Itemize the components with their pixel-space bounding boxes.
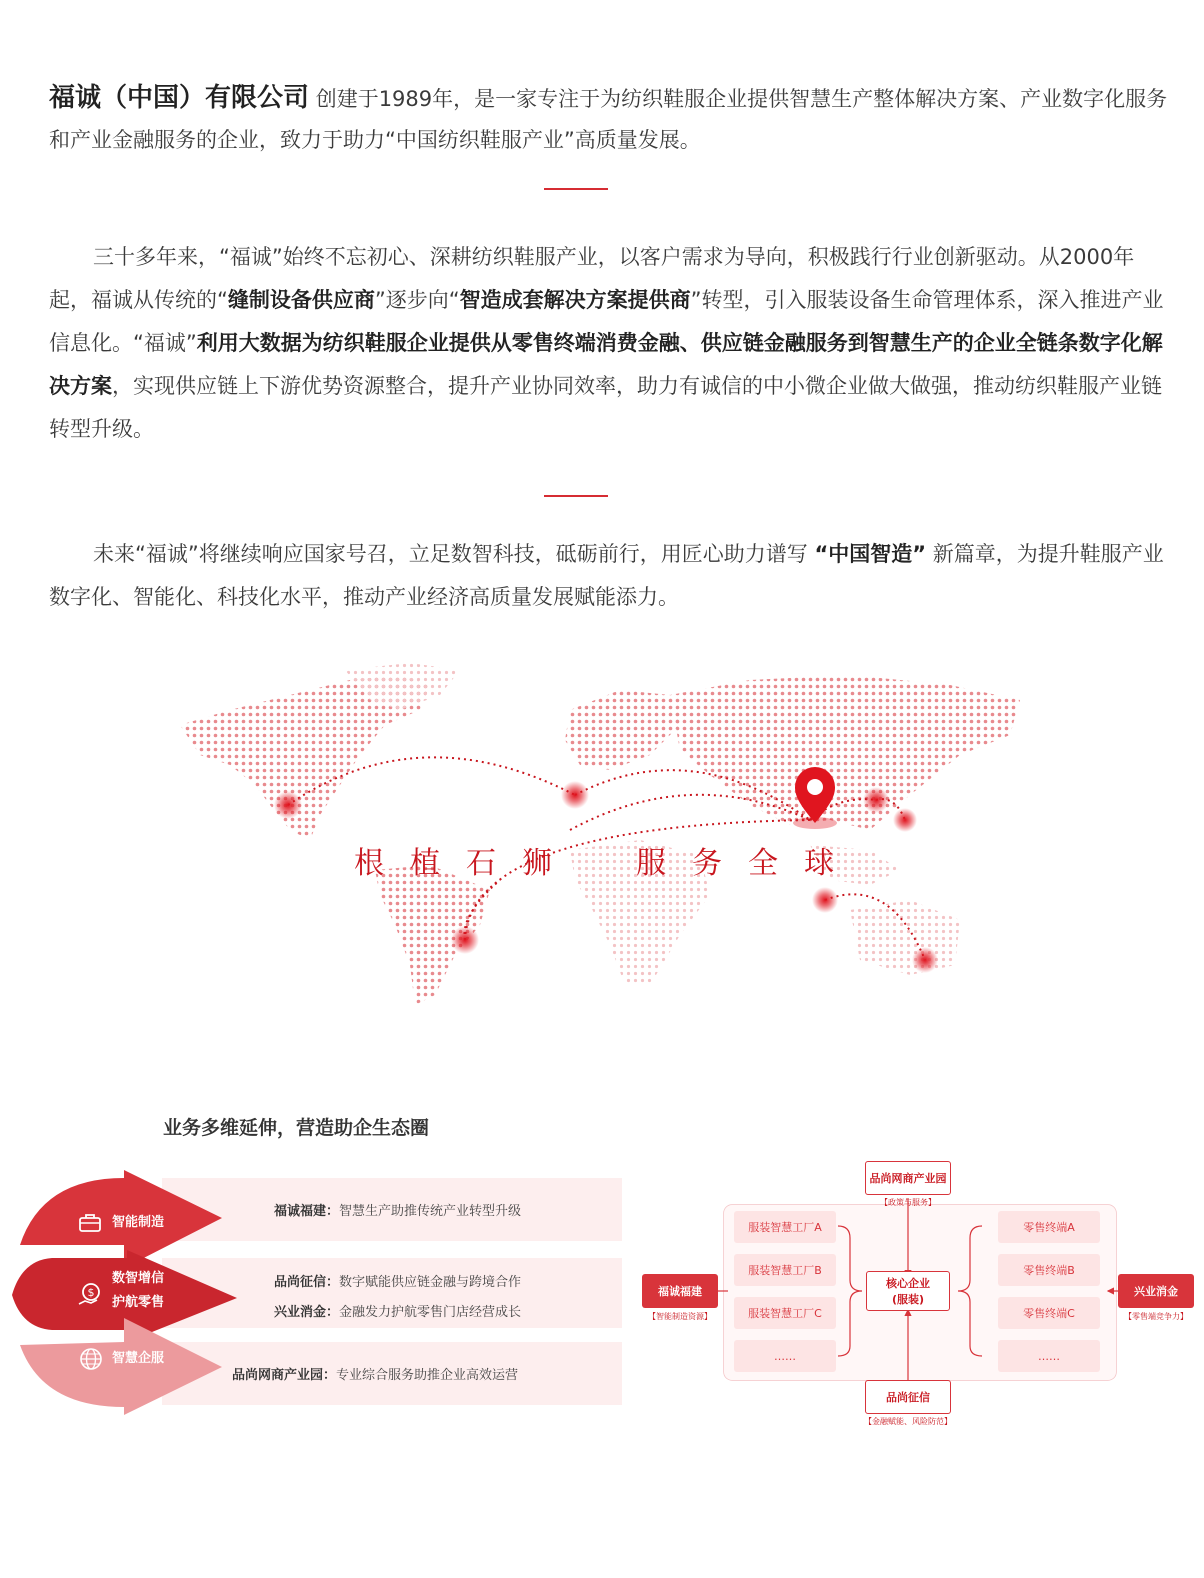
history-text-3: ”转型，引入服装设备生命管理体系，深入推进产业信息化。“福诚”: [49, 288, 1164, 355]
divider: [544, 188, 608, 190]
ecosystem-business-list: [12, 1170, 612, 1420]
factory-node: 服装智慧工厂B: [734, 1254, 836, 1286]
history-text-4: ，实现供应链上下游优势资源整合，提升产业协同效率，助力有诚信的中小微企业做大做强，推动纺织鞋服产业链转型升级。: [49, 374, 1162, 441]
future-text-1: 未来“福诚”将继续响应国家号召，立足数智科技，砥砺前行，用匠心助力谱写: [93, 542, 815, 566]
history-bold-3: 利用大数据为纺织鞋服企业提供从零售终端消费金融、供应链金融服务到智慧生产的企业全链条数字化解决方案: [49, 331, 1163, 398]
history-bold-2: 智造成套解决方案提供商: [459, 288, 691, 312]
divider: [544, 495, 608, 497]
arrow-label-manufacturing: 智能制造: [112, 1215, 165, 1230]
node-core-enterprise: [866, 1271, 950, 1311]
factory-node: 服装智慧工厂C: [734, 1297, 836, 1329]
node-consumer-finance-sub: 【零售端竞争力】: [1124, 1312, 1188, 1321]
location-dot: [812, 887, 838, 913]
node-fujian-sub: 【智能制造资源】: [648, 1312, 712, 1321]
business-row: 品尚网商产业园：专业综合服务助推企业高效运营: [232, 1368, 519, 1383]
location-dot: [893, 808, 917, 832]
location-dot: [561, 781, 589, 809]
world-map: [170, 655, 1040, 1025]
slogan-right: 服务全球: [636, 846, 860, 881]
retail-node: 零售终端C: [998, 1297, 1100, 1329]
location-dot: [274, 791, 302, 819]
intro-text: 创建于1989年，是一家专注于为纺织鞋服企业提供智慧生产整体解决方案、产业数字化服务和产业金融服务的企业，致力于助力“中国纺织鞋服产业”高质量发展。: [49, 87, 1168, 152]
future-paragraph: [49, 533, 1171, 619]
future-text-2: 新篇章，为提升鞋服产业数字化、智能化、科技化水平，推动产业经济高质量发展赋能添力。: [49, 542, 1164, 609]
node-credit: 品尚征信: [865, 1380, 951, 1414]
retail-node: ……: [998, 1340, 1100, 1372]
location-dot: [451, 926, 479, 954]
node-fujian: 福诚福建: [642, 1274, 718, 1308]
slogan-left: 根植石狮: [354, 846, 578, 881]
arrow-label-retail: 护航零售: [112, 1295, 165, 1310]
core-enterprise-label: 核心企业: [886, 1277, 930, 1290]
arrow-label-services: 智慧企服: [112, 1351, 165, 1366]
history-text-1: 三十多年来，“福诚”始终不忘初心、深耕纺织鞋服产业，以客户需求为导向，积极践行行业创新驱动。从2000年起，福诚从传统的“: [49, 245, 1135, 312]
europe-shape: [565, 690, 680, 770]
intro-paragraph: [49, 78, 1171, 161]
node-consumer-finance: 兴业消金: [1118, 1274, 1194, 1308]
location-dot: [863, 787, 889, 813]
node-credit-sub: 【金融赋能、风险防范】: [864, 1417, 952, 1426]
history-text-2: ”逐步向“: [374, 288, 460, 312]
arrow-label-credit: 数智增信: [112, 1271, 165, 1286]
asia-shape: [670, 675, 1020, 830]
globe-icon: [78, 1346, 104, 1372]
factory-node: ……: [734, 1340, 836, 1372]
history-bold-1: 缝制设备供应商: [227, 288, 375, 312]
future-bold-1: “中国智造”: [814, 542, 927, 566]
dollar-hand-icon: [77, 1282, 103, 1308]
retail-node: 零售终端A: [998, 1211, 1100, 1243]
company-name: 福诚（中国）有限公司: [49, 83, 310, 113]
factory-node: 服装智慧工厂A: [734, 1211, 836, 1243]
location-dot: [912, 947, 938, 973]
business-row: 福诚福建：智慧生产助推传统产业转型升级: [274, 1204, 522, 1219]
core-enterprise-sub: (服装): [891, 1293, 925, 1306]
retail-node: 零售终端B: [998, 1254, 1100, 1286]
svg-text:$: $: [87, 1286, 95, 1299]
business-row: 品尚征信：数字赋能供应链金融与跨境合作: [274, 1275, 522, 1290]
node-industrial-park: 品尚网商产业园: [865, 1161, 951, 1195]
ecosystem-title: 业务多维延伸，营造助企生态圈: [163, 1117, 430, 1139]
briefcase-icon: [77, 1210, 103, 1236]
ecosystem-diagram: [638, 1158, 1198, 1433]
history-paragraph: [49, 236, 1171, 451]
location-pin-icon: [793, 767, 837, 829]
australia-shape: [850, 900, 960, 975]
node-industrial-park-sub: 【政策与服务】: [880, 1198, 936, 1207]
business-row: 兴业消金：金融发力护航零售门店经营成长: [274, 1305, 522, 1320]
